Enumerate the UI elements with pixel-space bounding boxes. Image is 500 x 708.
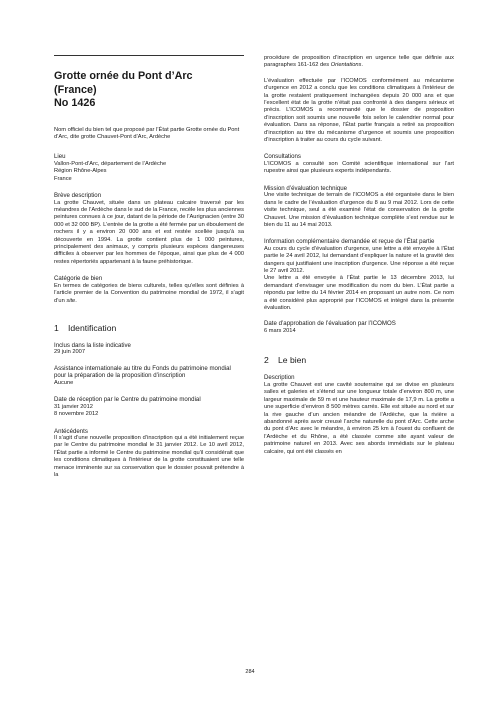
approval-value: 6 mars 2014 bbox=[264, 327, 296, 334]
lieu-heading: Lieu bbox=[54, 153, 66, 161]
evaluation-block bbox=[264, 78, 454, 145]
mission-heading: Mission d’évaluation technique bbox=[264, 184, 347, 192]
info-block bbox=[264, 238, 454, 312]
section-number: 2 bbox=[264, 355, 269, 366]
evaluation-text: L’évaluation effectuée par l’ICOMOS conformément au mécanisme d’urgence en 2012 a conclu que les conditions climatiques à l’intérieur de la grotte restaient pratiquement inchangées depuis 20 000 ans et que l’excellent état de la grotte n’était pas confronté à des dangers sérieux et précis. L’ICOMOS a recommandé que le dossier de proposition d’inscription soit soumis une nouvelle fois selon le calendrier normal pour évaluation. Dans sa réponse, l’État partie français a retiré sa proposition d’inscription au titre du mécanisme d’urgence et soumis une proposition d’inscription à traiter au cours du cycle suivant. bbox=[264, 77, 454, 144]
antecedents-heading: Antécédents bbox=[54, 427, 88, 435]
info-text-1: Au cours du cycle d’évaluation d’urgence, une lettre a été envoyée à l’État partie le 24 avril 2012, lui demandant d’expliquer la nature et la gravité des dangers qui justifiaient une inscription d’urgence. Une réponse a été reçue le 27 avril 2012. bbox=[264, 245, 454, 275]
title-line: No 1426 bbox=[54, 97, 96, 109]
consultations-block bbox=[264, 153, 454, 175]
inclus-block bbox=[54, 342, 244, 357]
breve-heading: Brève description bbox=[54, 192, 102, 200]
description-block bbox=[264, 374, 454, 456]
page-number: 284 bbox=[245, 669, 255, 675]
info-text-2: Une lettre a été envoyée à l’État partie le 13 décembre 2013, lui demandant d’envisager une modification du nom du bien. L’État partie a répondu par lettre du 14 février 2014 en proposant un autre nom. Ce nom a été considéré plus approprié par l’ICOMOS et intégré dans la présente évaluation. bbox=[264, 275, 454, 312]
date-heading: Date de réception par le Centre du patrimoine mondial bbox=[54, 396, 201, 404]
section-number: 1 bbox=[54, 322, 59, 333]
assist-block bbox=[54, 365, 244, 387]
categorie-end: . bbox=[75, 297, 77, 304]
section-title: Le bien bbox=[278, 355, 307, 366]
left-column bbox=[54, 55, 244, 479]
title-line: (France) bbox=[54, 83, 97, 96]
approval-block bbox=[264, 320, 454, 335]
section-title: Identification bbox=[68, 322, 117, 333]
lieu-line: Vallon-Pont-d’Arc, département de l’Ardèche bbox=[54, 160, 167, 167]
description-heading: Description bbox=[264, 374, 295, 382]
mission-block bbox=[264, 185, 454, 230]
date-values bbox=[54, 404, 244, 419]
inclus-value: 29 juin 2007 bbox=[54, 349, 85, 356]
continuation-paragraph bbox=[264, 55, 454, 70]
antecedents-text: Il s’agit d’une nouvelle proposition d’inscription qui a été initialement reçue par le Centre du patrimoine mondial le 31 janvier 2012. Le 10 avril 2012, l’État partie a informé le Centre du patrimoine mondial qu’il considérait que les conditions climatiques à l’intérieur de la grotte constituaient une telle menace imminente sur sa conservation que le dossier pouvait prétendre à la bbox=[54, 435, 244, 479]
consultations-heading: Consultations bbox=[264, 153, 301, 161]
consultations-text: L’ICOMOS a consulté son Comité scientifique international sur l’art rupestre ainsi que plusieurs experts indépendants. bbox=[264, 160, 454, 175]
right-column bbox=[264, 55, 454, 456]
continuation-text: procédure de proposition d’inscription en urgence telle que définie aux paragraphes 161-162 des bbox=[264, 55, 454, 69]
lieu-block bbox=[54, 153, 244, 183]
categorie-emphasis: site bbox=[66, 297, 76, 304]
inclus-heading: Inclus dans la liste indicative bbox=[54, 341, 131, 349]
description-text: La grotte Chauvet est une cavité souterraine qui se divise en plusieurs salles et galeries et s’étend sur une longueur totale d’environ 800 m, une largeur maximale de 59 m et une hauteur maximale de 17,9 m. La grotte a une superficie d’environ 8 500 mètres carrés. Elle est située au nord et sur la rive gauche d’un ancien méandre de l’Ardèche, que la rivière a abandonné après avoir creusé l’arche naturelle du pont d’Arc. Cette arche du pont d’Arc avec le méandre, à environ 25 km à l’ouest du confluent de l’Ardèche et du Rhône, a été classée comme site ayant valeur de patrimoine naturel en 2013. Avec ses abords immédiats sur le plateau calcaire, qui ont été classés en bbox=[264, 381, 454, 455]
official-name-text: Nom officiel du bien tel que proposé par l’État partie Grotte ornée du Pont d’Arc, dite grotte Chauvet-Pont d’Arc, Ardèche bbox=[54, 126, 240, 140]
date-block bbox=[54, 396, 244, 418]
official-name-block bbox=[54, 127, 244, 142]
lieu-line: Région Rhône-Alpes bbox=[54, 168, 107, 175]
mission-text: Une visite technique de terrain de l’ICOMOS a été organisée dans le bien dans le cadre de l’évaluation d’urgence du 8 au 9 mai 2012. Lors de cette visite technique, seul a été examiné l’état de conservation de la grotte Chauvet. Une mission d’évaluation technique complète s’est rendue sur le bien du 11 au 14 mai 2013. bbox=[264, 192, 454, 228]
document-title bbox=[54, 70, 244, 111]
top-rule bbox=[54, 55, 244, 56]
categorie-heading: Catégorie de bien bbox=[54, 275, 103, 283]
breve-block bbox=[54, 192, 244, 266]
assist-value: Aucune bbox=[54, 379, 74, 386]
date-value: 31 janvier 2012 bbox=[54, 403, 93, 410]
breve-text: La grotte Chauvet, située dans un plateau calcaire traversé par les méandres de l’Ardèche dans le sud de la France, recèle les plus anciennes peintures connues à ce jour, datant de la période de l’Aurignacien (entre 30 000 et 32 000 BP). L’entrée de la grotte a été fermée par un éboulement de rochers il y a environ 20 000 ans et est restée scellée jusqu’à sa découverte en 1994. La grotte contient plus de 1 000 peintures, principalement des animaux, y compris plusieurs espèces dangereuses difficiles à observer par les hommes de l’époque, ainsi que plus de 4 000 restes répertoriés appartenant à la faune préhistorique. bbox=[54, 199, 244, 265]
approval-heading: Date d’approbation de l’évaluation par l’ICOMOS bbox=[264, 320, 396, 328]
title-line: Grotte ornée du Pont d’Arc bbox=[54, 70, 193, 82]
continuation-end: . bbox=[361, 62, 363, 69]
categorie-block bbox=[54, 275, 244, 305]
section-2-heading bbox=[264, 355, 454, 365]
categorie-paragraph bbox=[54, 283, 244, 305]
section-1-heading bbox=[54, 323, 244, 333]
info-heading: Information complémentaire demandée et reçue de l’État partie bbox=[264, 238, 435, 246]
assist-heading: Assistance internationale au titre du Fonds du patrimoine mondial pour la préparation de la proposition d’inscription bbox=[54, 364, 231, 380]
categorie-text: En termes de catégories de biens culturels, telles qu’elles sont définies à l’article premier de la Convention du patrimoine mondial de 1972, il s’agit d’un bbox=[54, 282, 244, 304]
continuation-emphasis: Orientations bbox=[330, 62, 362, 69]
antecedents-block bbox=[54, 428, 244, 480]
lieu-line: France bbox=[54, 175, 72, 182]
lieu-lines bbox=[54, 161, 244, 183]
date-value: 8 novembre 2012 bbox=[54, 411, 99, 418]
